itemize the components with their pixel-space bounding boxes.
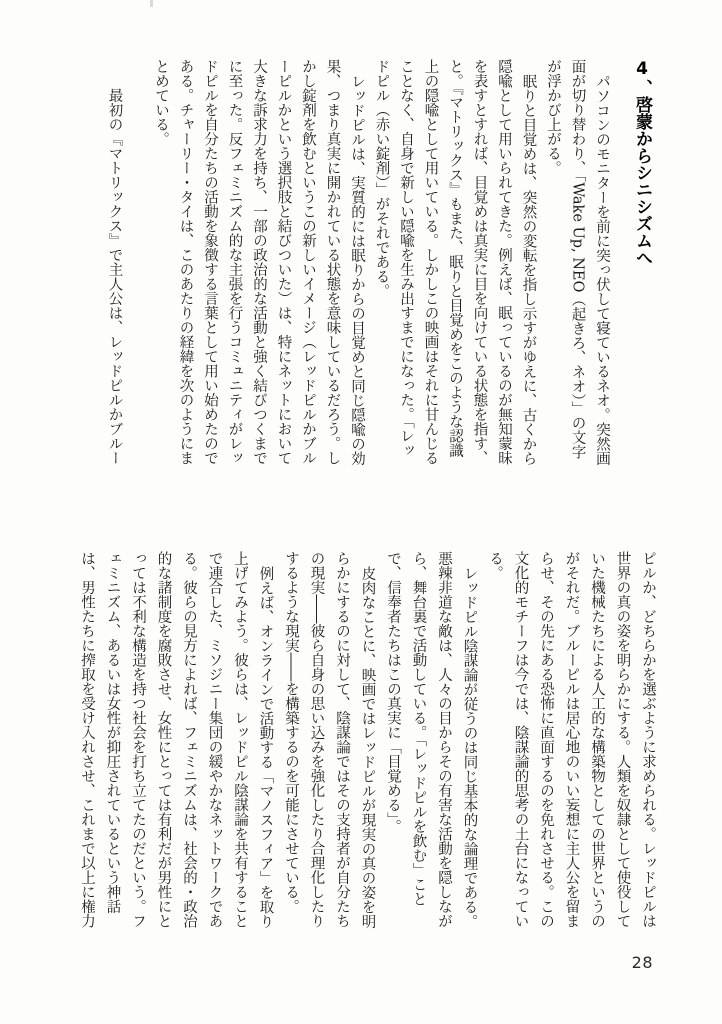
quote-paragraph-2: レッドピル陰謀論が従うのは同じ基本的な論理である。悪辣非道な敵は、人々の目からその有害な活動を隠しながら、舞台裏で活動している。「レッドピルを飲む」ことで、信奉者たちはこの真実に「目覚める」。 <box>385 551 478 928</box>
block-quote <box>74 551 661 929</box>
quote-paragraph-1: ピルか、どちらかを選ぶように求められる。レッドピルは世界の真の姿を明らかにする。人類を奴隷として使役していた機械たちによる人工的な構築物としての世界というのがそれだ。ブルーピルは居心地のいい妄想に主人公を留まらせ、その先にある恐怖に直面するのを免れさせる。この文化的モチーフは今では、陰謀論的思考の土台になっている。 <box>487 551 656 928</box>
body-paragraph-3: レッドピルは、実質的には眠りからの目覚めと同じ隠喩の効果、つまり真実に開かれている状態を意味しているだろう。しかし錠剤を飲むというこの新しいイメージ（レッドピルかブルーピルかという選択肢と結びついた）は、特にネットにおいて大きな訴求力を持ち、一部の政治的な活動と強く結びつくまでに至った。反フェミニズム的な主張を行うコミュニティがレッドピルを自分たちの活動を象徴する言葉として用い始めたのである。チャーリー・タイは、このあたりの経緯を次のようにまとめている。 <box>153 59 365 465</box>
quote-opening-line: 最初の『マトリックス』で主人公は、レッドピルかブルー <box>106 88 123 465</box>
quote-paragraph-3: 皮肉なことに、映画ではレッドピルが現実の真の姿を明らかにするのに対して、陰謀論ではその支持者が自分たちの現実――彼ら自身の思い込みを強化したり合理化したりするような現実――を構築するのを可能にさせている。 <box>283 551 376 928</box>
quote-paragraph-4: 例えば、オンラインで活動する「マノスフィア」を取り上げてみよう。彼らは、レッドピル陰謀論を共有することで連合した、ミソジニー集団の緩やかなネットワークである。彼らの見方によれば、フェミニズムは、社会的・政治的な諸制度を腐敗させ、女性にとっては有利だが男性にとっては不利な構造を持つ社会を打ち立てたのだという。フェミニズム、あるいは女性が抑圧されているという神話は、男性たちに搾取を受け入れさせ、これまで以上に権力 <box>79 551 274 928</box>
section-heading: 4、啓蒙からシニシズムへ <box>632 59 652 266</box>
page-number: 28 <box>631 953 653 972</box>
body-paragraph-1: パソコンのモニターを前に突っ伏して寝ているネオ。突然画面が切り替わり、「Wake Up, NEO（起きろ、ネオ）」の文字が浮かび上がる。 <box>545 59 610 465</box>
top-text-block <box>102 59 656 466</box>
body-paragraph-2: 眠りと目覚めは、突然の変転を指し示すがゆえに、古くから隠喩として用いられてきた。例えば、眠っているのが無知蒙昧を表すとすれば、目覚めは真実に目を向けている状態を指す、と。『マトリックス』もまた、眠りと目覚めをこのような認識上の隠喩として用いている。しかしこの映画はそれに甘んじることなく、自身で新しい隠喩を生み出すまでになった。「レッドピル（赤い錠剤）」がそれである。 <box>373 59 537 465</box>
scan-artifact <box>150 0 153 7</box>
